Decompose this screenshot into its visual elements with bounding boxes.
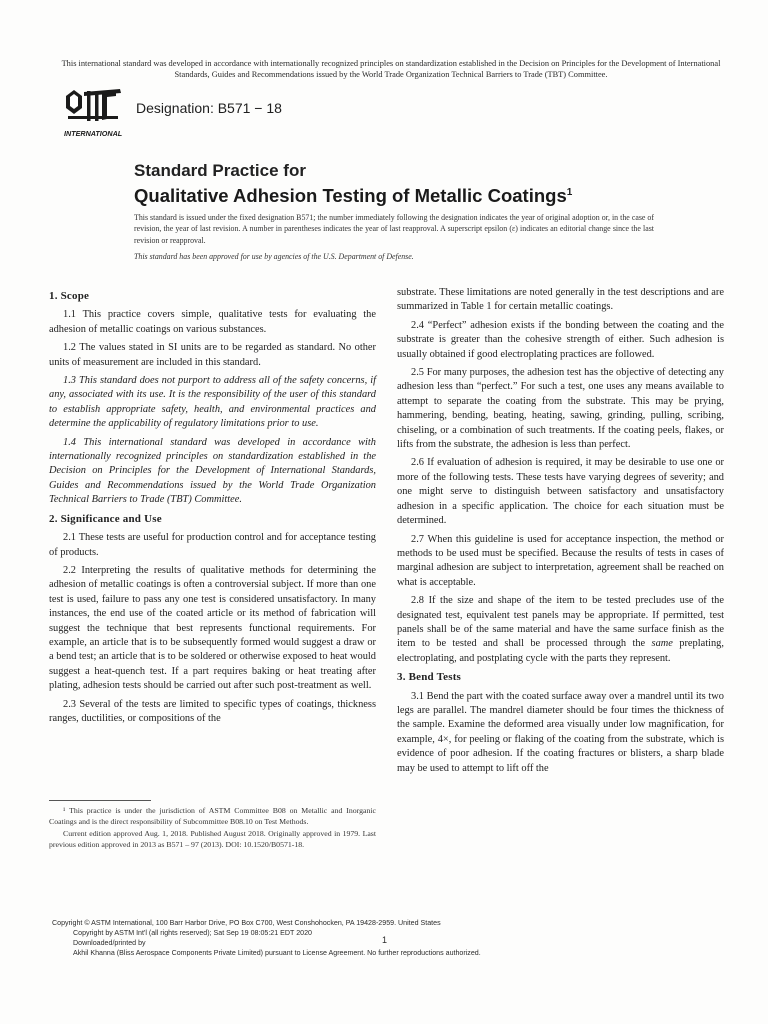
paragraph-1-4: 1.4 This international standard was developed in accordance with internationally recognized principles on standardization established in the Decision on Principles for the Development of International Standards, Guides and Recommendations issued by the World Trade Organization Technical Barriers to Trade (TBT) Committee. <box>49 436 376 506</box>
footnote-1: ¹ This practice is under the jurisdiction of ASTM Committee B08 on Metallic and Inorganic Coatings and is the direct responsibility of Subcommittee B08.10 on Test Methods. <box>49 806 376 826</box>
paragraph-2-1: 2.1 These tests are useful for production control and for acceptance testing of products. <box>49 532 376 558</box>
title-line-1: Standard Practice for <box>134 161 306 180</box>
section-heading-bend-tests: 3. Bend Tests <box>397 671 462 684</box>
paragraph-1-1: 1.1 This practice covers simple, qualitative tests for evaluating the adhesion of metallic coatings on various substances. <box>49 309 376 335</box>
paragraph-2-3-continued: substrate. These limitations are noted generally in the test descriptions and are summarized in Table 1 for certain metallic coatings. <box>397 287 724 313</box>
section-heading-significance: 2. Significance and Use <box>49 512 162 525</box>
left-column <box>49 286 376 730</box>
paragraph-2-5: 2.5 For many purposes, the adhesion test has the objective of detecting any adhesion less than “perfect.” For such a test, one uses any means available to attempt to separate the coating from the substrate. This may be prying, hammering, bending, beating, heating, sawing, grinding, pulling, scribing, chiseling, or a combination of such treatments. If the coating peels, flakes, or lifts from the substrate, the adhesion is less than perfect. <box>397 367 724 451</box>
downloaded-line: Downloaded/printed by <box>73 939 146 947</box>
page-number: 1 <box>382 935 388 945</box>
title-footnote-ref: 1 <box>566 187 573 198</box>
svg-text:INTERNATIONAL: INTERNATIONAL <box>64 129 123 138</box>
right-column <box>397 286 724 780</box>
paragraph-1-2: 1.2 The values stated in SI units are to be regarded as standard. No other units of measurement are included in this standard. <box>49 342 376 368</box>
dod-approval-note: This standard has been approved for use by agencies of the U.S. Department of Defense. <box>134 252 414 261</box>
paragraph-3-1: 3.1 Bend the part with the coated surface away over a mandrel until its two legs are parallel. The mandrel diameter should be four times the thickness of the sample. Examine the deformed area visually under low magnification, for example, 4×, for peeling or flaking of the coating from the substrate, which is evidence of poor adhesion. If the coating fractures or blisters, a sharp blade may be used to attempt to lift off the <box>397 690 724 774</box>
paragraph-2-3: 2.3 Several of the tests are limited to specific types of coatings, thickness ranges, ductilities, or compositions of the <box>49 698 376 724</box>
footnote-2: Current edition approved Aug. 1, 2018. Published August 2018. Originally approved in 1979. Last previous edition approved in 2013 as B571 – 97 (2013). DOI: 10.1520/B0571-18. <box>49 829 376 849</box>
wto-notice: This international standard was developed in accordance with internationally recognized principles on standardization established in the Decision on Principles for the Development of International Standards, Guides and Recommendations issued by the World Trade Organization Technical Barriers to Trade (TBT) Committee. <box>61 59 721 79</box>
paragraph-2-2: 2.2 Interpreting the results of qualitative methods for determining the adhesion of metallic coatings is often a controversial subject. If more than one test is used, failure to pass any one test is considered unsatisfactory. In many instances, the end use of the coated article or its method of fabrication will suggest the technique that best represents functional requirements. For example, an article that is to be subsequently formed would suggest a draw or a bend test; an article that is to be soldered or otherwise exposed to heat would suggest a heat-quench test. If a part requires baking or heat treating after plating, adhesion tests should be carried out after such post-treatment as well. <box>49 564 376 692</box>
astm-logo <box>60 88 132 142</box>
copyright-by-line: Copyright by ASTM Int'l (all rights reserved); Sat Sep 19 08:05:21 EDT 2020 <box>73 929 312 937</box>
title-line-2 <box>134 181 694 207</box>
footnote-rule <box>49 800 151 801</box>
paragraph-2-7: 2.7 When this guideline is used for acceptance inspection, the method or methods to be used must be specified. Because the results of tests in cases of marginal adhesion are subject to interpretation, agreement shall be reached on what is acceptable. <box>397 533 724 588</box>
title-block <box>134 161 694 207</box>
copyright-line: Copyright © ASTM International, 100 Barr Harbor Drive, PO Box C700, West Conshohocken, PA 19428-2959. United States <box>52 919 441 927</box>
designation: Designation: B571 − 18 <box>136 100 282 116</box>
paragraph-2-8 <box>397 594 724 666</box>
footnotes <box>49 806 376 852</box>
license-line: Akhil Khanna (Bliss Aerospace Components Private Limited) pursuant to License Agreement. No further reproductions authorized. <box>73 949 481 957</box>
paragraph-2-8-emphasis: same <box>651 638 673 650</box>
paragraph-2-4: 2.4 “Perfect” adhesion exists if the bonding between the coating and the substrate is greater than the cohesive strength of either. Such adhesion is usually obtained if good electroplating practices are followed. <box>397 319 724 360</box>
paragraph-2-8-part-a: 2.8 If the size and shape of the item to be tested precludes use of the designated test, equivalent test panels may be appropriate. If permitted, test panels shall be of the same material and have the same surface finish as the item to be tested and shall be processed through the <box>397 595 724 650</box>
paragraph-2-8-part-b: preplating, electroplating, and postplating cycle with the parts they represent. <box>397 638 724 664</box>
issuance-statement: This standard is issued under the fixed designation B571; the number immediately following the designation indicates the year of original adoption or, in the case of revision, the year of last revision. A number in parentheses indicates the year of last reapproval. A superscript epsilon (ε) indicates an editorial change since the last revision or reapproval. <box>134 213 654 245</box>
title-text: Qualitative Adhesion Testing of Metallic Coatings <box>134 185 567 207</box>
section-heading-scope: 1. Scope <box>49 290 90 302</box>
paragraph-1-3: 1.3 This standard does not purport to address all of the safety concerns, if any, associated with its use. It is the responsibility of the user of this standard to establish appropriate safety, health, and environmental practices and determine the applicability of regulatory limitations prior to use. <box>49 375 376 430</box>
paragraph-2-6: 2.6 If evaluation of adhesion is required, it may be desirable to use one or more of the following tests. These tests have varying degrees of severity; and one might serve to distinguish between satisfactory and unsatisfactory adhesion in a specific application. The choice for each situation must be determined. <box>397 457 724 527</box>
